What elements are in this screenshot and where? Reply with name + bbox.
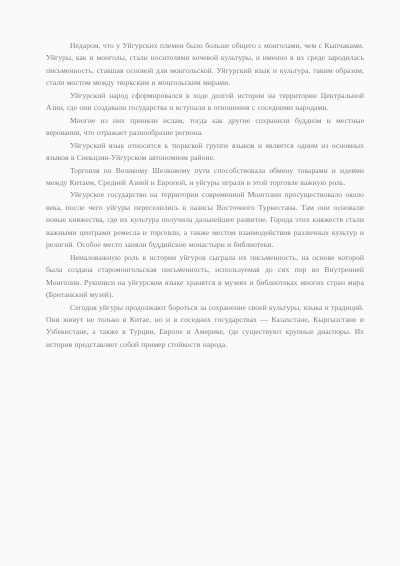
paragraph: Торговля по Великому Шелковому пути способствовала обмену товарами и идеями между Китаем, Средней Азией и Европой, и уйгуры играли в этой торговле важную роль. xyxy=(46,165,364,187)
paragraph: Недаром, что у Уйгурских племен было больше общего с монголами, чем с Кыпчаками. Уйгуры, как и монголы, стали носителями кочевой культуры, и именно в их среде зародилась письменность, ставшая основой для монгольской. Уйгурский язык и культура, таким образом, стали мостом между тюркским и монгольским мирами. xyxy=(46,41,364,88)
document-body xyxy=(46,40,364,351)
paragraph: Уйгурский язык относится к тюркской группе языков и является одним из основных языков в Синьцзян-Уйгурском автономном районе. xyxy=(46,140,364,163)
paragraph: Уйгурский народ сформировался в ходе долгой истории на территории Центральной Азии, где они создавали государства и вступали в отношения с соседними народами. xyxy=(46,90,364,113)
paragraph: Немаловажную роль в истории уйгуров сыграла их письменность, на основе которой была создана старомонгольская письменность, используемая до сих пор во Внутренней Монголии. Рукописи на уйгурском языке хранятся в музеях и библиотеках многих стран мира (Британский музей). xyxy=(46,252,364,300)
paragraph: Сегодня уйгуры продолжают бороться за сохранение своей культуры, языка и традиций. Они живут не только в Китае, но и в соседних государствах — Казахстане, Кыргызстане и Узбекистане, а также в Турции, Европе и Америке, где существуют крупные диаспоры. Их история представляет собой пример стойкости народа. xyxy=(46,302,364,349)
paragraph: Уйгурское государство на территории современной Монголии просуществовало около века, после чего уйгуры переселились в оазисы Восточного Туркестана. Там они основали новые княжества, где их культура получила дальнейшее развитие. Города этих княжеств стали важными центрами ремесла и торговли, а также местом взаимодействия различных культур и религий. Особое место заняли буддийские монастыри и библиотеки. xyxy=(46,190,364,250)
paragraph: Многие из них приняли ислам, тогда как другие сохранили буддизм и местные верования, что отражает разнообразие региона. xyxy=(46,115,364,138)
